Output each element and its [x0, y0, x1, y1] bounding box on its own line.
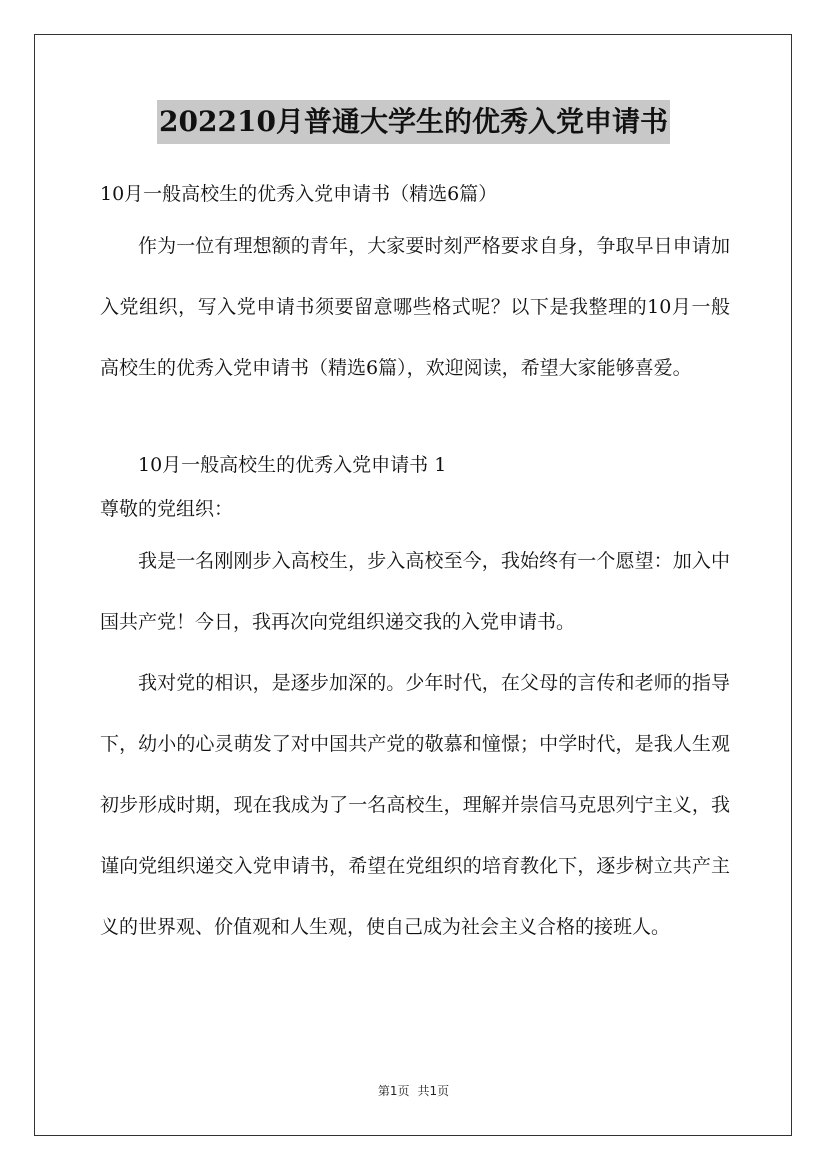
intro-paragraph — [100, 216, 730, 399]
document-title: 202210月普通大学生的优秀入党申请书 — [157, 100, 670, 144]
page-total: 共1页 — [417, 1084, 450, 1098]
intro-text: 作为一位有理想额的青年，大家要时刻严格要求自身，争取早日申请加入党组织，写入党申请书须要留意哪些格式呢？以下是我整理的10月一般高校生的优秀入党申请书（精选6篇），欢迎阅读，希望大家能够喜爱。 — [100, 235, 730, 379]
salutation: 尊敬的党组织： — [100, 498, 234, 520]
page-footer — [0, 1082, 827, 1099]
spacer — [100, 399, 730, 443]
body-paragraph-text: 我是一名刚刚步入高校生，步入高校至今，我始终有一个愿望：加入中国共产党！今日，我再次向党组织递交我的入党申请书。 — [100, 550, 730, 633]
title-container — [0, 100, 827, 144]
body-paragraph — [100, 531, 730, 653]
page-number: 第1页 — [377, 1084, 410, 1098]
section-title: 10月一般高校生的优秀入党申请书 1 — [138, 454, 447, 476]
body-paragraph-text: 我对党的相识，是逐步加深的。少年时代，在父母的言传和老师的指导下，幼小的心灵萌发了对中国共产党的敬慕和憧憬；中学时代，是我人生观初步形成时期，现在我成为了一名高校生，理解并崇信马克思列宁主义，我谨向党组织递交入党申请书，希望在党组织的培育教化下，逐步树立共产主义的世界观、价值观和人生观，使自己成为社会主义合格的接班人。 — [100, 672, 730, 938]
document-subtitle: 10月一般高校生的优秀入党申请书（精选6篇） — [100, 183, 498, 205]
document-body — [100, 172, 730, 958]
body-paragraph — [100, 653, 730, 958]
